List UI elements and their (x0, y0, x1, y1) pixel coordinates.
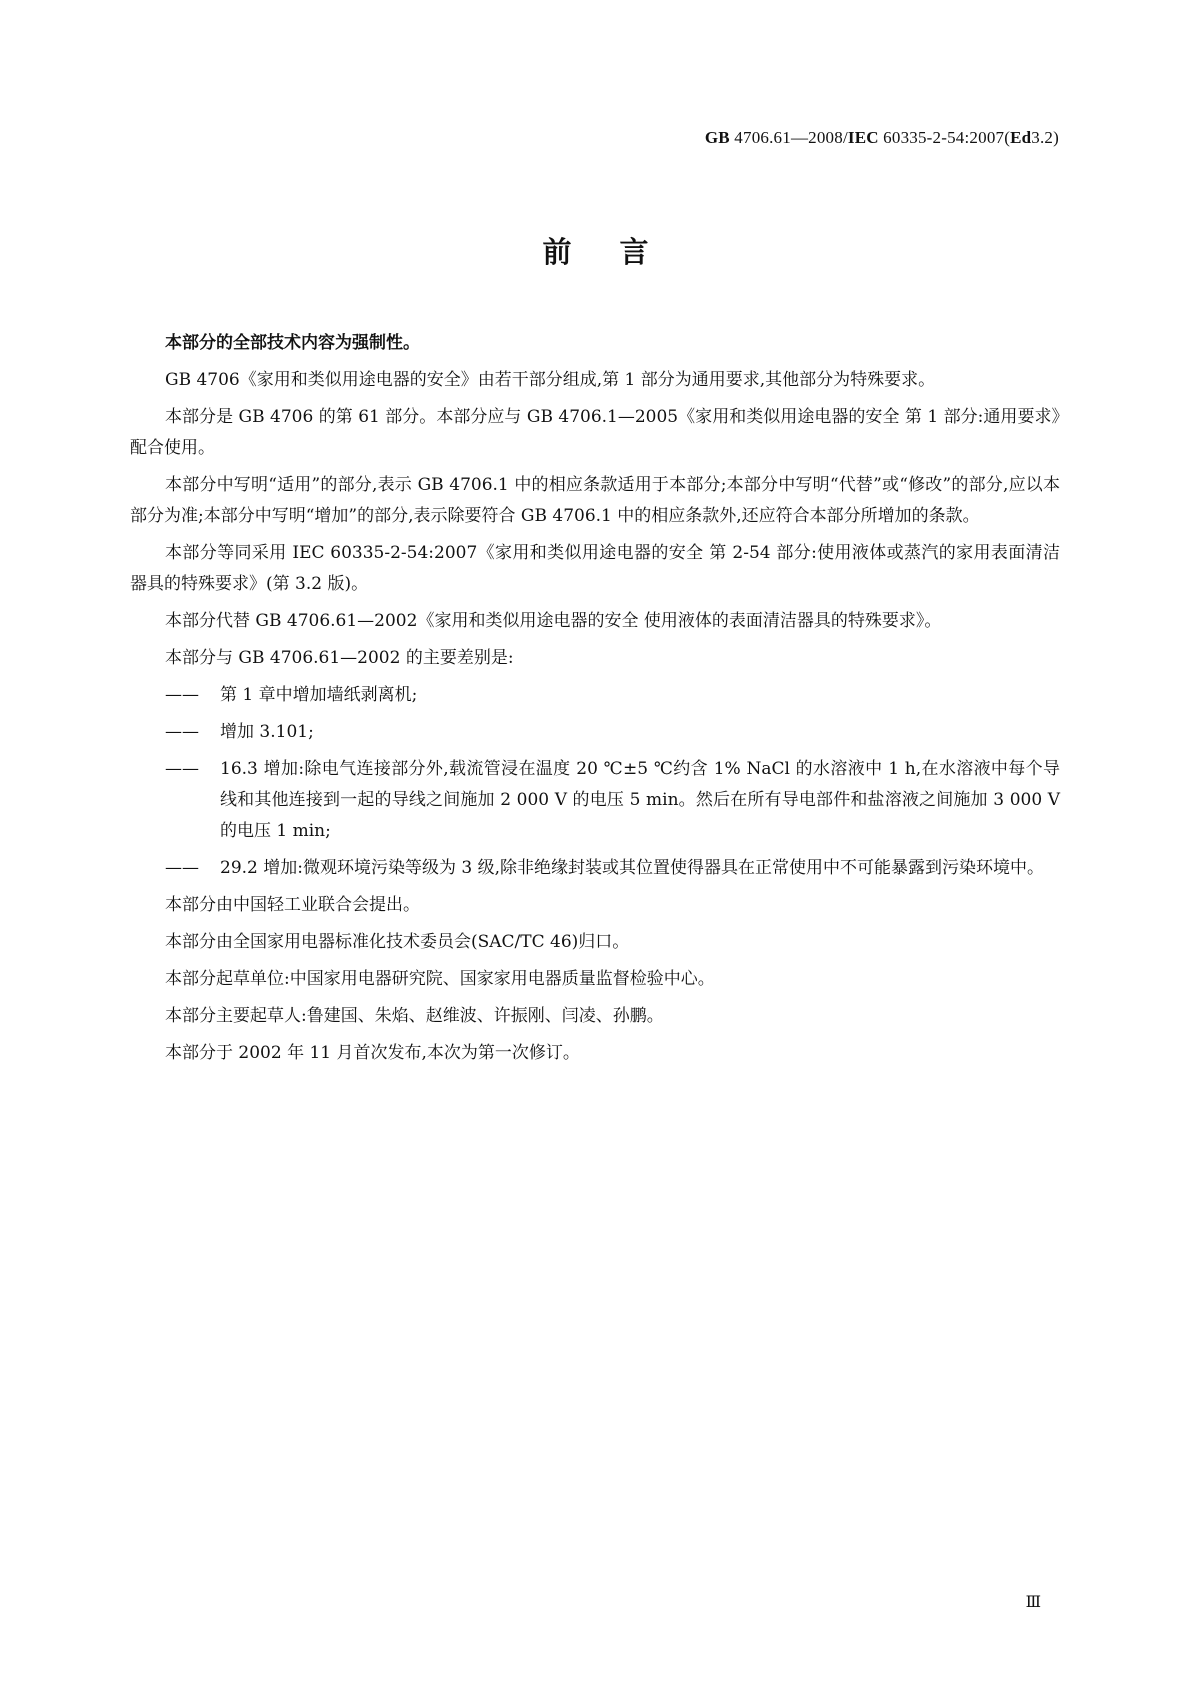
list-item-text: 16.3 增加:除电气连接部分外,载流管浸在温度 20 ℃±5 ℃约含 1% NaCl 的水溶液中 1 h,在水溶液中每个导线和其他连接到一起的导线之间施加 2 000 V 的电压 5 min。然后在所有导电部件和盐溶液之间施加 3 000 V 的电压 1 min; (220, 759, 1060, 841)
list-item-text: 29.2 增加:微观环境污染等级为 3 级,除非绝缘封装或其位置使得器具在正常使用中不可能暴露到污染环境中。 (220, 858, 1045, 878)
paragraph-differences-intro: 本部分与 GB 4706.61—2002 的主要差别是: (165, 648, 514, 668)
list-item (130, 717, 1060, 748)
paragraph-iec-adoption: 本部分等同采用 IEC 60335-2-54:2007《家用和类似用途电器的安全 第 2-54 部分:使用液体或蒸汽的家用表面清洁器具的特殊要求》(第 3.2 版)。 (130, 543, 1060, 594)
page-title: 前言 (542, 235, 697, 269)
list-item (130, 853, 1060, 884)
paragraph-release-history: 本部分于 2002 年 11 月首次发布,本次为第一次修订。 (165, 1043, 580, 1063)
dash-marker: —— (165, 759, 199, 779)
paragraph-drafters: 本部分主要起草人:鲁建国、朱焰、赵维波、许振刚、闫凌、孙鹏。 (165, 1006, 664, 1026)
paragraph-proposed-by: 本部分由中国轻工业联合会提出。 (165, 895, 420, 915)
page-number: Ⅲ (1025, 1594, 1041, 1611)
dash-marker: —— (165, 722, 199, 742)
paragraph-composition: GB 4706《家用和类似用途电器的安全》由若干部分组成,第 1 部分为通用要求,其他部分为特殊要求。 (165, 370, 936, 390)
paragraph-drafting-units: 本部分起草单位:中国家用电器研究院、国家家用电器质量监督检验中心。 (165, 969, 715, 989)
paragraph-usage-rules: 本部分中写明“适用”的部分,表示 GB 4706.1 中的相应条款适用于本部分;本部分中写明“代替”或“修改”的部分,应以本部分为准;本部分中写明“增加”的部分,表示除要符合 GB 4706.1 中的相应条款外,还应符合本部分所增加的条款。 (130, 475, 1060, 526)
paragraph-replaces: 本部分代替 GB 4706.61—2002《家用和类似用途电器的安全 使用液体的表面清洁器具的特殊要求》。 (165, 611, 942, 631)
paragraph-under-jurisdiction: 本部分由全国家用电器标准化技术委员会(SAC/TC 46)归口。 (165, 932, 630, 952)
dash-marker: —— (165, 685, 199, 705)
preface-body (130, 328, 1060, 1075)
header-edition-prefix: Ed (1010, 128, 1032, 147)
list-item-text: 第 1 章中增加墙纸剥离机; (220, 685, 418, 705)
header-edition-number: 3.2) (1031, 128, 1059, 147)
list-item (130, 680, 1060, 711)
list-item (130, 754, 1060, 847)
dash-marker: —— (165, 858, 199, 878)
header-iec-number: 60335-2-54:2007( (878, 128, 1011, 147)
header-gb-prefix: GB (704, 128, 730, 147)
header-iec-prefix: IEC (847, 128, 879, 147)
header-gb-number: 4706.61—2008/ (729, 128, 848, 147)
standard-code-header (705, 128, 1059, 148)
list-item-text: 增加 3.101; (220, 722, 314, 742)
paragraph-part-relation: 本部分是 GB 4706 的第 61 部分。本部分应与 GB 4706.1—2005《家用和类似用途电器的安全 第 1 部分:通用要求》配合使用。 (130, 407, 1060, 458)
paragraph-mandatory: 本部分的全部技术内容为强制性。 (165, 333, 420, 353)
